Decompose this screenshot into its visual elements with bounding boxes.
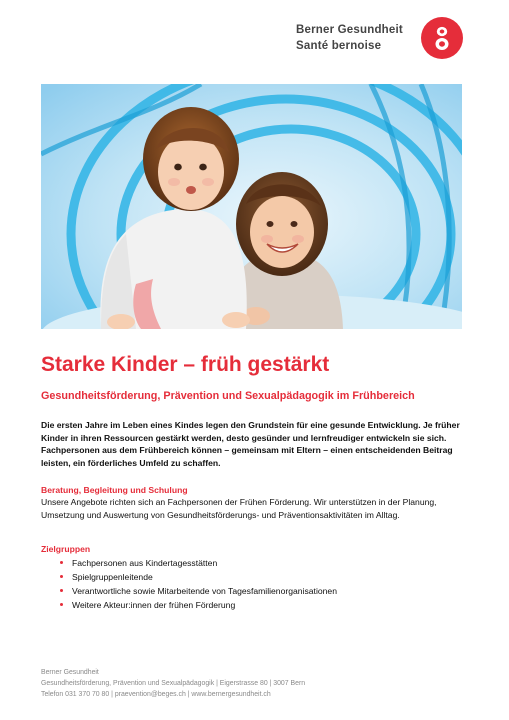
page-subtitle: Gesundheitsförderung, Prävention und Sexualpädagogik im Frühbereich xyxy=(41,390,415,402)
footer-contact: Telefon 031 370 70 80 | praevention@beges.ch | www.bernergesundheit.ch xyxy=(41,691,271,698)
zielgruppen-list xyxy=(60,556,337,612)
logo-text xyxy=(296,22,403,54)
logo-line-2: Santé bernoise xyxy=(296,40,382,52)
beratung-paragraph: Unsere Angebote richten sich an Fachpersonen der Frühen Förderung. Wir unterstützen in der Planung, Umsetzung und Auswertung von Gesundheitsförderungs- und Präventionsaktivitäten im Alltag. xyxy=(41,497,437,520)
zielgruppen-heading: Zielgruppen xyxy=(41,544,91,554)
footer xyxy=(41,667,481,700)
intro-paragraph: Die ersten Jahre im Leben eines Kindes legen den Grundstein für eine gesunde Entwicklung. Je früher Kinder in ihren Ressourcen gestärkt werden, desto gesünder und lernfreudiger entwickeln sie sich. Fachpersonen aus dem Frühbereich können – gemeinsam mit Eltern – einen entscheidenden Beitrag leisten, ein förderliches Umfeld zu schaffen. xyxy=(41,420,460,468)
list-item: Verantwortliche sowie Mitarbeitende von Tagesfamilienorganisationen xyxy=(60,584,337,598)
logo-line-1: Berner Gesundheit xyxy=(296,24,403,36)
list-item: Spielgruppenleitende xyxy=(60,570,337,584)
list-item: Weitere Akteur:innen der frühen Förderung xyxy=(60,598,337,612)
footer-org-name: Berner Gesundheit xyxy=(41,669,99,676)
berner-gesundheit-logo-icon xyxy=(421,17,463,59)
page-title: Starke Kinder – früh gestärkt xyxy=(41,353,330,376)
beratung-heading: Beratung, Begleitung und Schulung xyxy=(41,485,188,495)
list-item: Fachpersonen aus Kindertagesstätten xyxy=(60,556,337,570)
children-in-tunnel-photo xyxy=(41,84,462,329)
footer-address: Gesundheitsförderung, Prävention und Sexualpädagogik | Eigerstrasse 80 | 3007 Bern xyxy=(41,680,306,687)
